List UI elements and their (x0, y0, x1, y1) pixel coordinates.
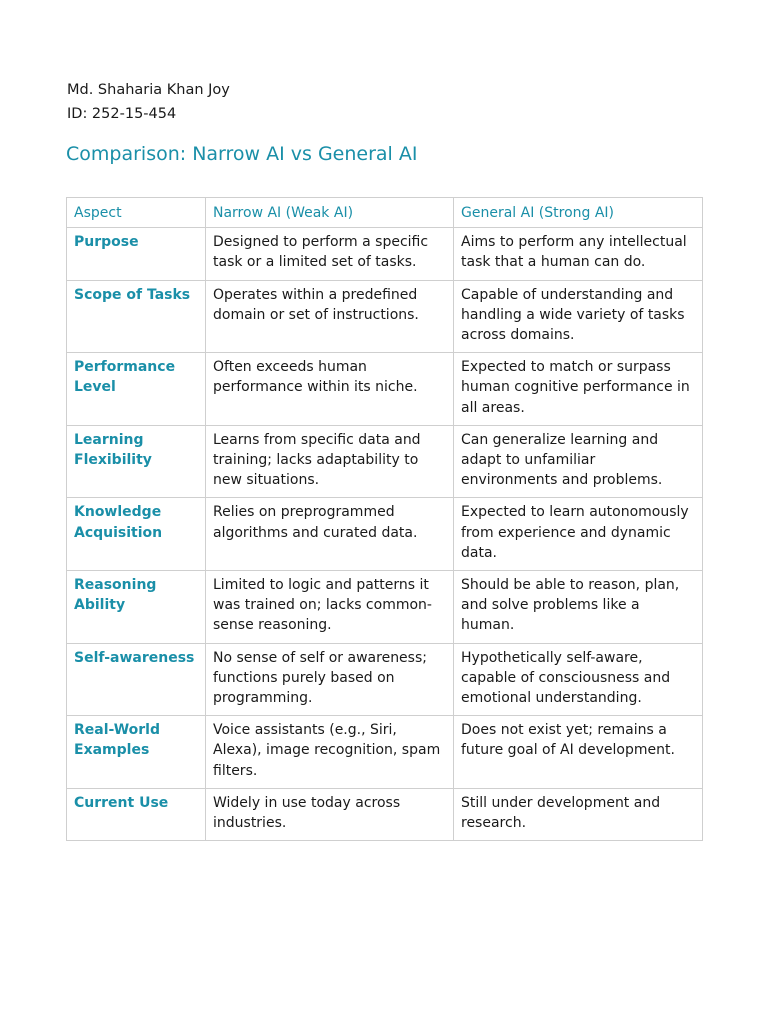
row-narrow: Learns from specific data and training; lacks adaptability to new situations. (206, 425, 454, 498)
row-general: Hypothetically self-aware, capable of consciousness and emotional understanding. (454, 643, 703, 716)
row-aspect: Scope of Tasks (67, 280, 206, 353)
row-general: Expected to learn autonomously from experience and dynamic data. (454, 498, 703, 571)
table-row (67, 571, 703, 644)
table-row (67, 425, 703, 498)
row-aspect: Learning Flexibility (67, 425, 206, 498)
row-general: Expected to match or surpass human cognitive performance in all areas. (454, 353, 703, 426)
author-name: Md. Shaharia Khan Joy (67, 82, 230, 98)
page-title: Comparison: Narrow AI vs General AI (66, 143, 418, 165)
row-aspect: Reasoning Ability (67, 571, 206, 644)
author-id: ID: 252-15-454 (67, 106, 177, 122)
row-aspect: Self-awareness (67, 643, 206, 716)
row-narrow: No sense of self or awareness; functions purely based on programming. (206, 643, 454, 716)
header-general-ai: General AI (Strong AI) (454, 198, 703, 228)
header-narrow-ai: Narrow AI (Weak AI) (206, 198, 454, 228)
row-general: Should be able to reason, plan, and solve problems like a human. (454, 571, 703, 644)
table-row (67, 788, 703, 840)
header-aspect: Aspect (67, 198, 206, 228)
table-row (67, 498, 703, 571)
table-row (67, 353, 703, 426)
table-row (67, 716, 703, 789)
row-general: Can generalize learning and adapt to unfamiliar environments and problems. (454, 425, 703, 498)
table-header-row (67, 198, 703, 228)
table-row (67, 228, 703, 280)
row-general: Capable of understanding and handling a wide variety of tasks across domains. (454, 280, 703, 353)
row-narrow: Relies on preprogrammed algorithms and curated data. (206, 498, 454, 571)
row-narrow: Limited to logic and patterns it was trained on; lacks common-sense reasoning. (206, 571, 454, 644)
row-aspect: Knowledge Acquisition (67, 498, 206, 571)
row-aspect: Real-World Examples (67, 716, 206, 789)
table-row (67, 643, 703, 716)
comparison-table (66, 197, 703, 841)
row-narrow: Voice assistants (e.g., Siri, Alexa), image recognition, spam filters. (206, 716, 454, 789)
row-general: Aims to perform any intellectual task that a human can do. (454, 228, 703, 280)
row-narrow: Widely in use today across industries. (206, 788, 454, 840)
author-block (67, 78, 230, 126)
row-general: Still under development and research. (454, 788, 703, 840)
row-aspect: Purpose (67, 228, 206, 280)
table-row (67, 280, 703, 353)
row-narrow: Often exceeds human performance within its niche. (206, 353, 454, 426)
row-narrow: Operates within a predefined domain or set of instructions. (206, 280, 454, 353)
row-aspect: Current Use (67, 788, 206, 840)
row-general: Does not exist yet; remains a future goal of AI development. (454, 716, 703, 789)
row-aspect: Performance Level (67, 353, 206, 426)
row-narrow: Designed to perform a specific task or a limited set of tasks. (206, 228, 454, 280)
